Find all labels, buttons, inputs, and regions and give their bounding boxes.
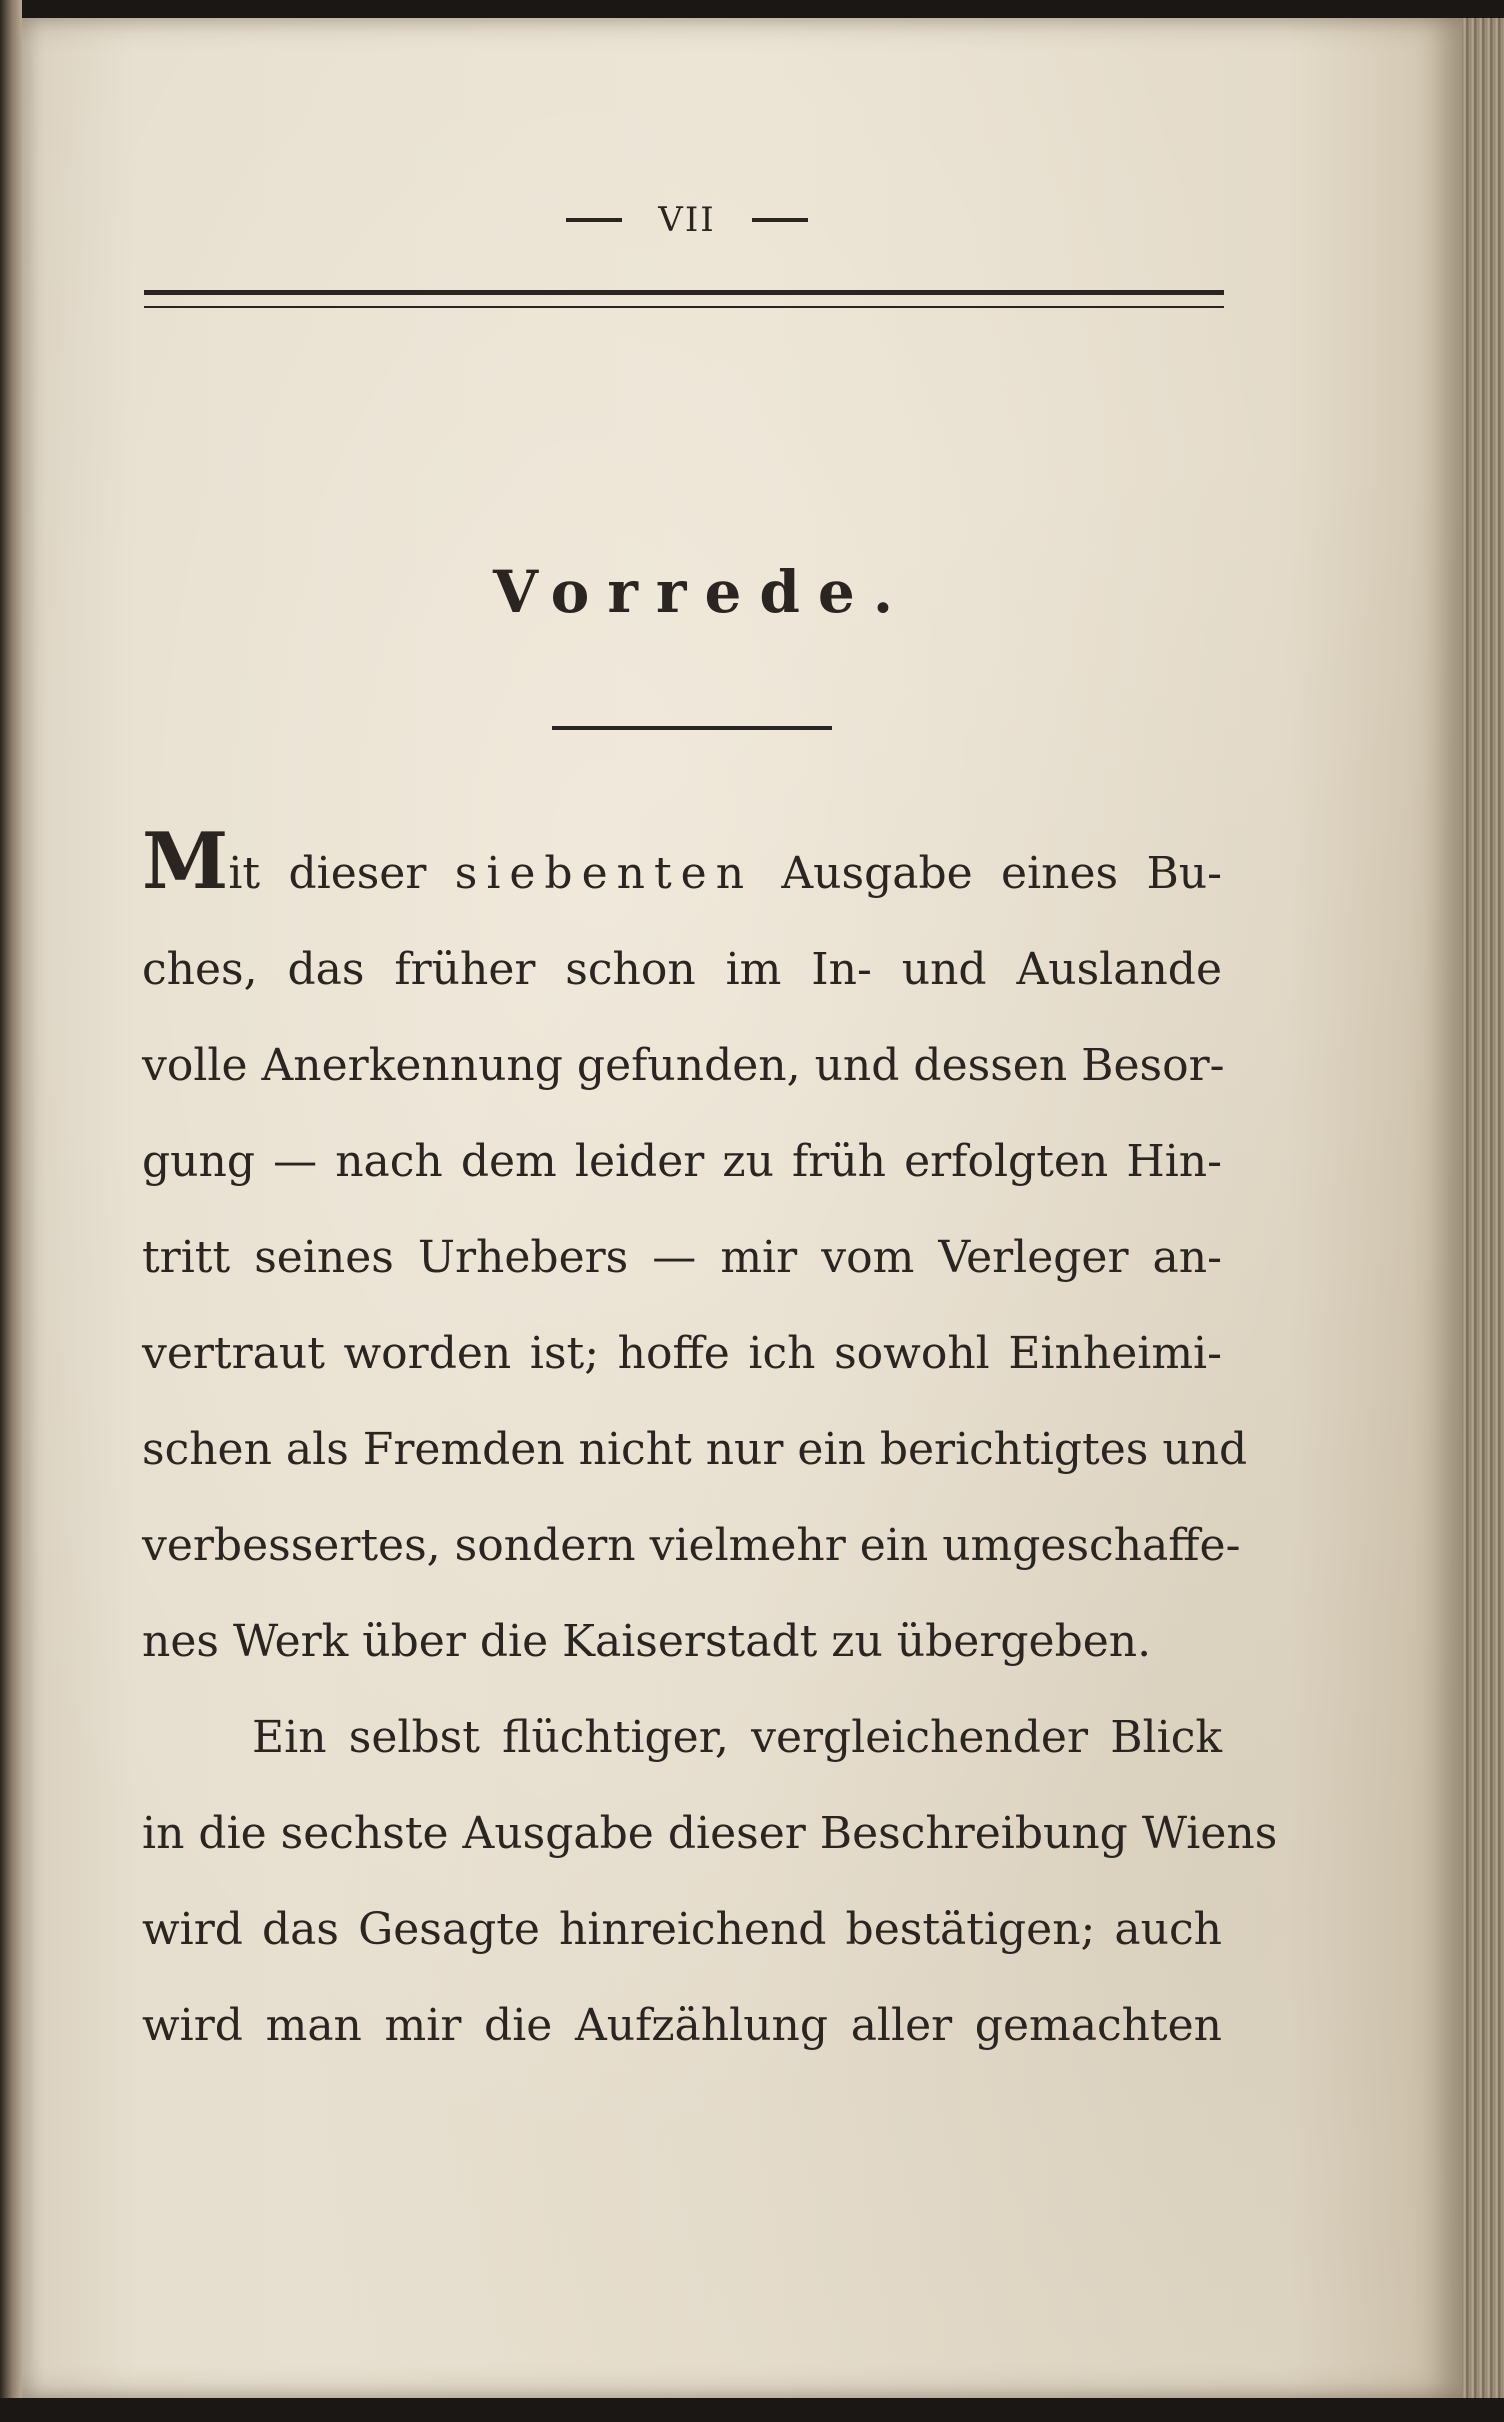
text-line-13: wird man mir die Aufzählung aller gemachten <box>142 2000 1222 2051</box>
text-line-5: tritt seines Urhebers — mir vom Verleger an- <box>142 1232 1222 1283</box>
page-paper <box>22 18 1462 2398</box>
text-line-1 <box>142 816 1222 922</box>
text-fragment: it dieser <box>228 848 455 899</box>
spaced-word: siebenten <box>454 848 754 899</box>
header-rule-thick <box>144 290 1224 295</box>
book-page-edges <box>1462 18 1504 2398</box>
text-line-9: nes Werk über die Kaiserstadt zu übergeben. <box>142 1616 1152 1667</box>
text-line-4: gung — nach dem leider zu früh erfolgten Hin- <box>142 1136 1222 1187</box>
heading-underline <box>552 726 832 730</box>
text-line-11: in die sechste Ausgabe dieser Beschreibung Wiens <box>142 1808 1278 1859</box>
previous-page-edge <box>0 0 22 2422</box>
header-dash-right <box>752 218 808 222</box>
text-line-10: Ein selbst flüchtiger, vergleichender Blick <box>252 1712 1222 1763</box>
text-line-6: vertraut worden ist; hoffe ich sowohl Einheimi- <box>142 1328 1222 1379</box>
page-header <box>522 190 852 250</box>
text-line-7: schen als Fremden nicht nur ein berichtigtes und <box>142 1424 1248 1475</box>
text-line-12: wird das Gesagte hinreichend bestätigen; auch <box>142 1904 1222 1955</box>
drop-cap: M <box>142 816 229 907</box>
text-line-2: ches, das früher schon im In- und Auslande <box>142 944 1222 995</box>
page-number: VII <box>658 200 716 240</box>
header-dash-left <box>566 218 622 222</box>
header-rule-thin <box>144 306 1224 308</box>
text-line-3: volle Anerkennung gefunden, und dessen Besor- <box>142 1040 1225 1091</box>
text-fragment: Ausgabe eines Bu- <box>753 848 1222 899</box>
body-text <box>142 816 1278 2074</box>
section-heading: Vorrede. <box>492 558 912 626</box>
text-line-8: verbessertes, sondern vielmehr ein umgeschaffe- <box>142 1520 1241 1571</box>
scan-background <box>0 2398 1504 2422</box>
